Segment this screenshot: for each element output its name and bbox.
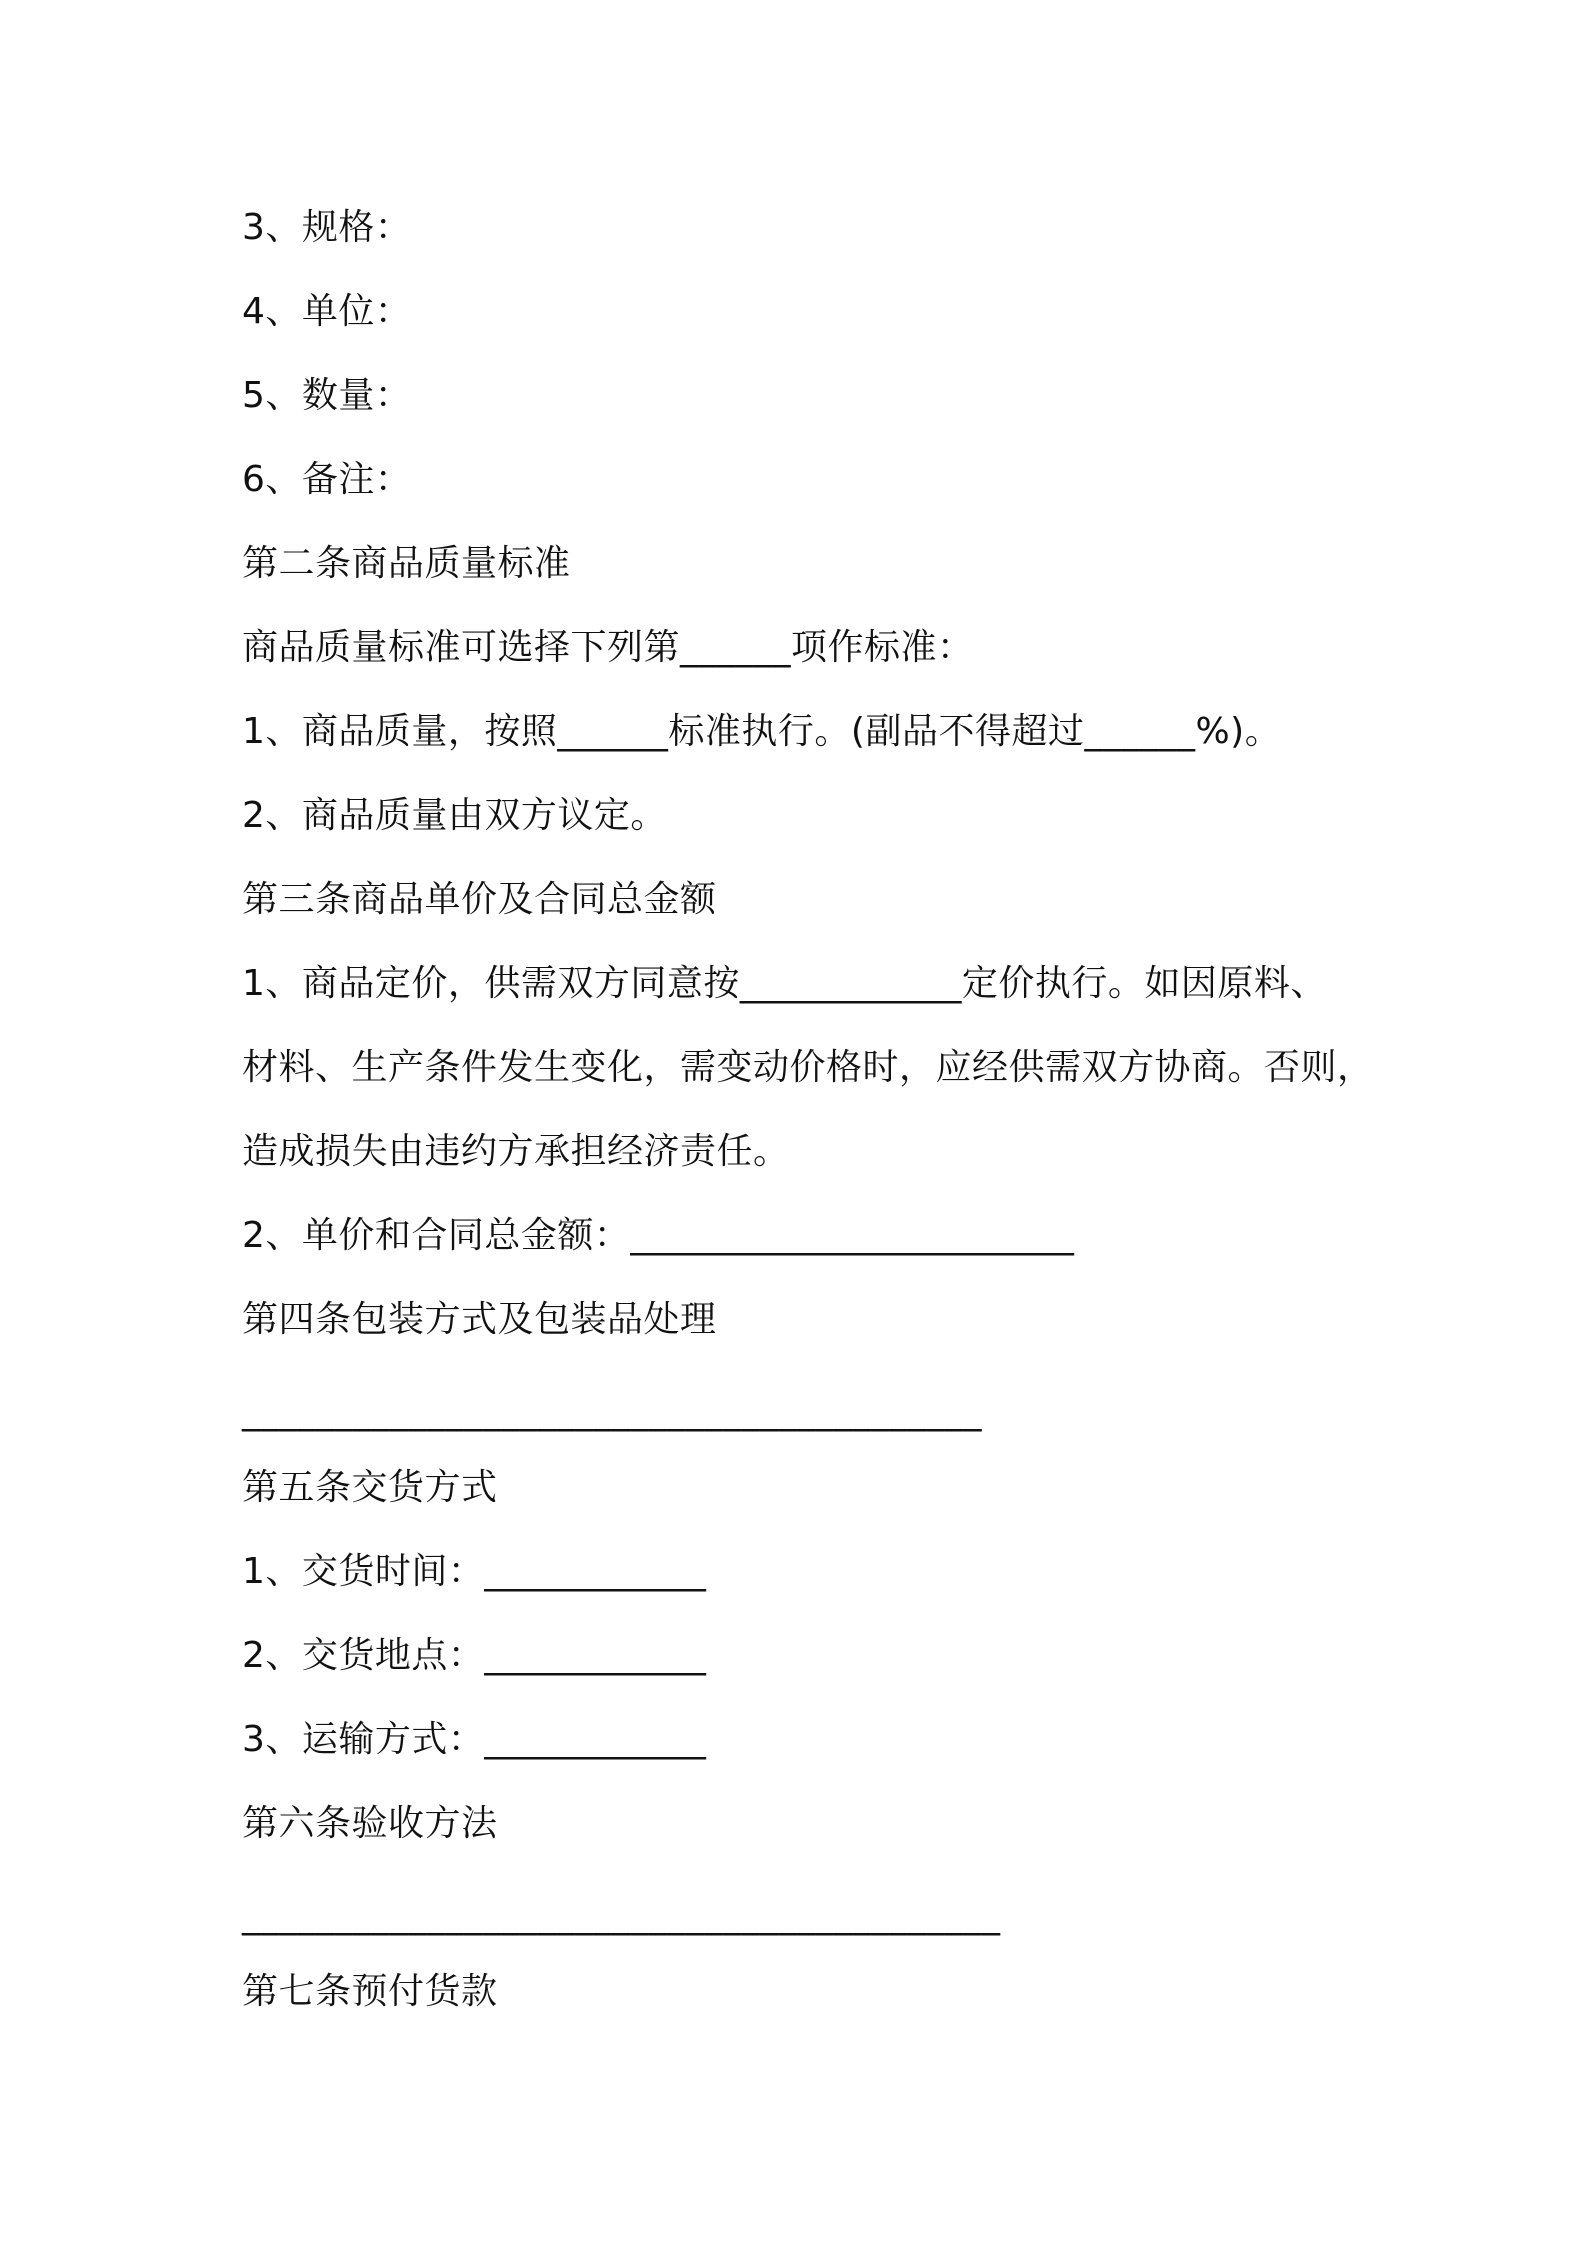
clause-item-remarks: 6、备注： (242, 459, 412, 500)
section-heading-packaging: 第四条包装方式及包装品处理 (242, 1299, 717, 1340)
price-clause-line-1: 1、商品定价，供需双方同意按____________定价执行。如因原料、 (242, 963, 1327, 1004)
section-heading-acceptance: 第六条验收方法 (242, 1803, 498, 1844)
section-heading-quality-standard: 第二条商品质量标准 (242, 543, 571, 584)
quality-standard-item-1: 1、商品质量，按照______标准执行。(副品不得超过______%)。 (242, 711, 1282, 752)
clause-item-unit: 4、单位： (242, 291, 412, 332)
section-heading-price-amount: 第三条商品单价及合同总金额 (242, 879, 717, 920)
price-total-amount: 2、单价和合同总金额：________________________ (242, 1215, 1075, 1256)
price-clause-line-2: 材料、生产条件发生变化，需变动价格时，应经供需双方协商。否则， (242, 1047, 1374, 1088)
section-heading-delivery: 第五条交货方式 (242, 1467, 498, 1508)
delivery-time: 1、交货时间：____________ (242, 1551, 707, 1592)
quality-standard-item-2: 2、商品质量由双方议定。 (242, 795, 667, 836)
delivery-location: 2、交货地点：____________ (242, 1635, 707, 1676)
clause-item-quantity: 5、数量： (242, 375, 412, 416)
clause-item-specification: 3、规格： (242, 207, 412, 248)
acceptance-blank-line: _________________________________________ (242, 1895, 1001, 1936)
quality-standard-intro: 商品质量标准可选择下列第______项作标准： (242, 627, 974, 668)
price-clause-line-3: 造成损失由违约方承担经济责任。 (242, 1131, 790, 1172)
section-heading-prepayment: 第七条预付货款 (242, 1971, 498, 2012)
transport-method: 3、运输方式：____________ (242, 1719, 707, 1760)
packaging-blank-line: ________________________________________ (242, 1391, 982, 1432)
